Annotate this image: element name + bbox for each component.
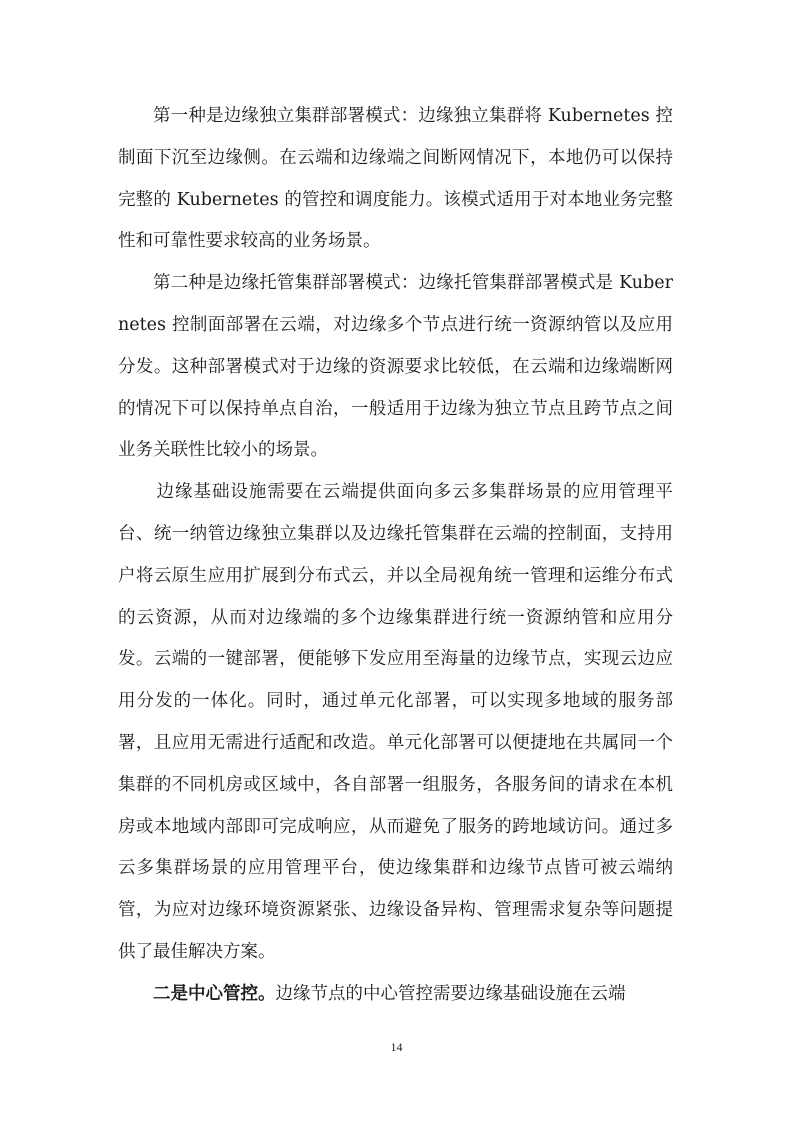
section-lead-bold: 二是中心管控。 — [153, 983, 276, 1004]
paragraph-2: 第二种是边缘托管集群部署模式：边缘托管集群部署模式是 Kubernetes 控制面部署在云端，对边缘多个节点进行统一资源纳管以及应用分发。这种部署模式对于边缘的资源要求比较低，在云端和边缘端断网的情况下可以保持单点自治，一般适用于边缘为独立节点且跨节点之间业务关联性比较小的场景。 — [118, 273, 673, 461]
paragraph-3: 边缘基础设施需要在云端提供面向多云多集群场景的应用管理平台、统一纳管边缘独立集群以及边缘托管集群在云端的控制面，支持用户将云原生应用扩展到分布式云，并以全局视角统一管理和运维分布式的云资源，从而对边缘端的多个边缘集群进行统一资源纳管和应用分发。云端的一键部署，便能够下发应用至海量的边缘节点，实现云边应用分发的一体化。同时，通过单元化部署，可以实现多地域的服务部署，且应用无需进行适配和改造。单元化部署可以便捷地在共属同一个集群的不同机房或区域中，各自部署一组服务，各服务间的请求在本机房或本地域内部即可完成响应，从而避免了服务的跨地域访问。通过多云多集群场景的应用管理平台，使边缘集群和边缘节点皆可被云端纳管，为应对边缘环境资源紧张、边缘设备异构、管理需求复杂等问题提供了最佳解决方案。 — [118, 482, 673, 962]
page-number: 14 — [390, 1040, 403, 1054]
paragraph-1: 第一种是边缘独立集群部署模式：边缘独立集群将 Kubernetes 控制面下沉至边缘侧。在云端和边缘端之间断网情况下，本地仍可以保持完整的 Kubernetes 的管控和调度能力。该模式适用于对本地业务完整性和可靠性要求较高的业务场景。 — [118, 106, 673, 252]
body-text — [118, 96, 673, 1016]
paragraph-4-text: 边缘节点的中心管控需要边缘基础设施在云端 — [275, 983, 626, 1004]
paragraph-4 — [118, 974, 673, 1016]
